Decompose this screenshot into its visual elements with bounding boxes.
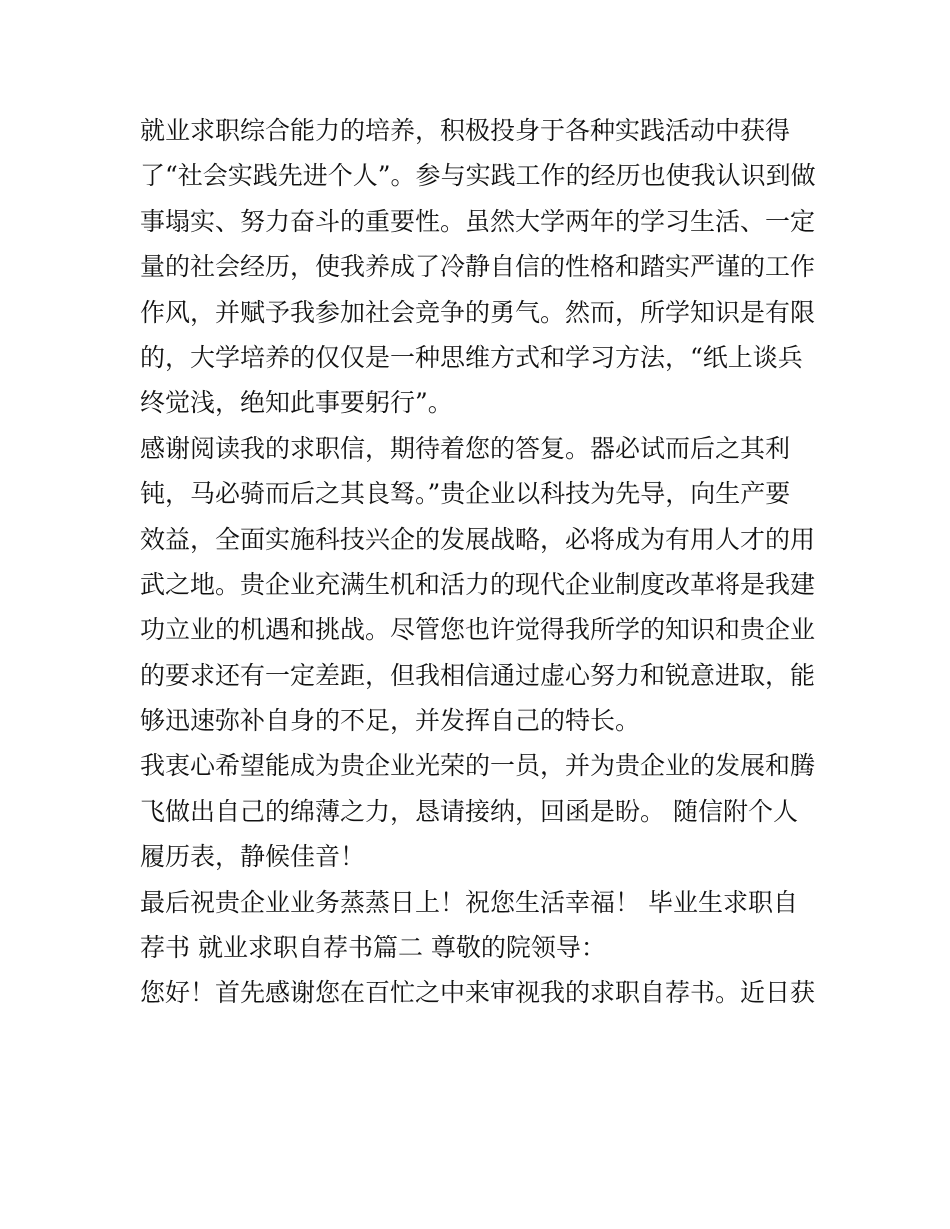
text-line: 作风，并赋予我参加社会竞争的勇气。然而，所学知识是有限 (140, 297, 816, 327)
text-line: 武之地。贵企业充满生机和活力的现代企业制度改革将是我建 (140, 569, 816, 599)
text-line: 够迅速弥补自身的不足，并发挥自己的特长。 (140, 706, 641, 736)
text-line: 荐书 就业求职自荐书篇二 尊敬的院领导： (140, 933, 606, 963)
text-line: 感谢阅读我的求职信，期待着您的答复。器必试而后之其利 (140, 433, 791, 463)
text-line: 的，大学培养的仅仅是一种思维方式和学习方法，“纸上谈兵 (140, 342, 803, 372)
text-line: 效益，全面实施科技兴企的发展战略，必将成为有用人才的用 (140, 524, 816, 554)
letter-body-text (140, 108, 820, 1016)
text-line: 了“社会实践先进个人”。参与实践工作的经历也使我认识到做 (140, 161, 816, 191)
text-line: 量的社会经历，使我养成了冷静自信的性格和踏实严谨的工作 (140, 252, 816, 282)
text-line: 履历表，静候佳音！ (140, 842, 366, 872)
text-line: 钝，马必骑而后之其良驽。”贵企业以科技为先导，向生产要 (140, 479, 791, 509)
text-line: 我衷心希望能成为贵企业光荣的一员，并为贵企业的发展和腾 (140, 751, 816, 781)
text-line: 就业求职综合能力的培养，积极投身于各种实践活动中获得 (140, 116, 791, 145)
text-line: 事塌实、努力奋斗的重要性。虽然大学两年的学习生活、一定 (140, 206, 816, 236)
text-line: 飞做出自己的绵薄之力，恳请接纳，回函是盼。 随信附个人 (140, 796, 798, 826)
text-line: 功立业的机遇和挑战。尽管您也许觉得我所学的知识和贵企业 (140, 615, 816, 645)
text-line: 最后祝贵企业业务蒸蒸日上！祝您生活幸福！ 毕业生求职自 (140, 887, 798, 917)
text-line: 终觉浅，绝知此事要躬行”。 (140, 388, 453, 418)
text-line: 的要求还有一定差距，但我相信通过虚心努力和锐意进取，能 (140, 660, 816, 690)
text-line: 您好！首先感谢您在百忙之中来审视我的求职自荐书。近日获 (140, 978, 816, 1008)
